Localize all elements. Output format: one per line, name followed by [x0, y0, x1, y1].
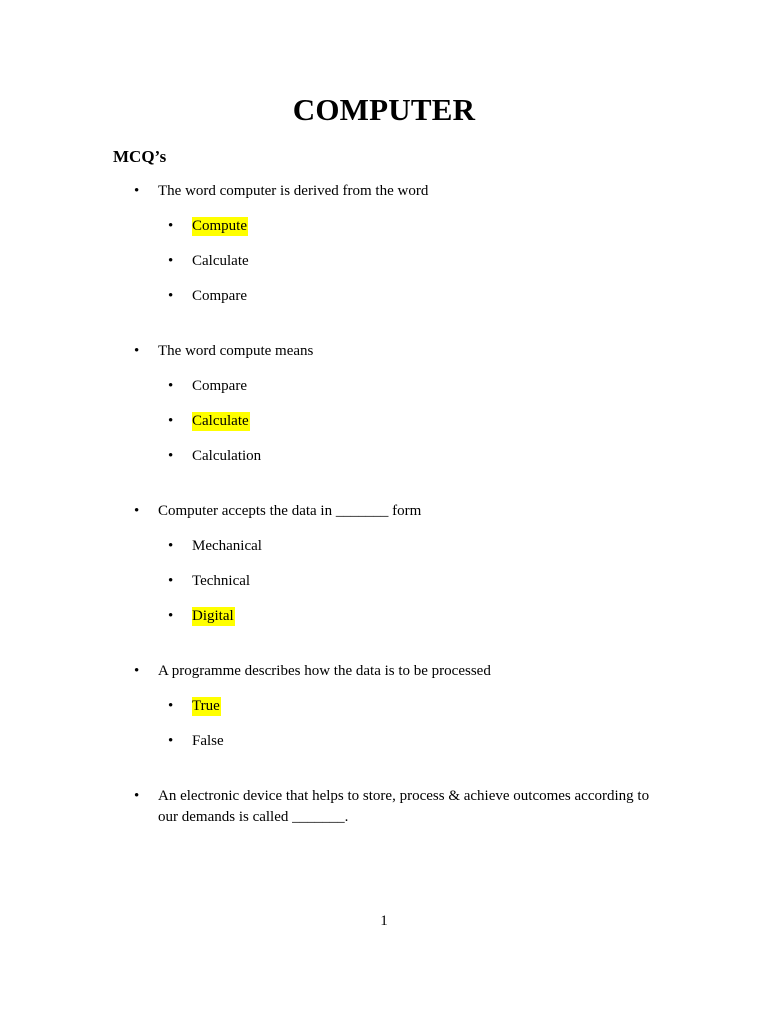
option-label: Calculation [192, 448, 262, 464]
option-item [0, 571, 768, 592]
highlighted-answer: Compute [192, 218, 247, 234]
question-item [0, 661, 768, 752]
question-label: Computer accepts the data in _______ form [158, 503, 422, 519]
question-item [0, 501, 768, 627]
bullet-icon: • [134, 503, 140, 519]
page-title: COMPUTER [292, 92, 476, 127]
question-text [0, 501, 768, 522]
question-label: An electronic device that helps to store, process & achieve outcomes according to our demands is called _______. [158, 788, 650, 825]
bullet-icon: • [168, 413, 174, 429]
bullet-icon: • [168, 538, 174, 554]
bullet-icon: • [134, 788, 140, 804]
section-heading: MCQ’s [113, 147, 167, 166]
bullet-icon: • [134, 183, 140, 199]
option-item [0, 536, 768, 557]
bullet-icon: • [168, 608, 174, 624]
option-label: Mechanical [192, 538, 262, 554]
question-list [0, 181, 768, 862]
bullet-icon: • [134, 663, 140, 679]
bullet-icon: • [168, 573, 174, 589]
bullet-icon: • [168, 733, 174, 749]
option-label: False [192, 733, 224, 749]
question-text [0, 661, 768, 682]
bullet-icon: • [168, 448, 174, 464]
bullet-icon: • [168, 698, 174, 714]
bullet-icon: • [168, 253, 174, 269]
question-label: The word computer is derived from the word [158, 183, 429, 199]
question-text [0, 341, 768, 362]
question-text [0, 181, 768, 202]
option-item [0, 251, 768, 272]
option-list [0, 216, 768, 307]
option-item [0, 286, 768, 307]
option-item-correct [0, 216, 768, 237]
option-label: Calculate [192, 253, 249, 269]
bullet-icon: • [168, 378, 174, 394]
option-list [0, 696, 768, 752]
option-item-correct [0, 696, 768, 717]
option-item-correct [0, 606, 768, 627]
option-item-correct [0, 411, 768, 432]
bullet-icon: • [134, 343, 140, 359]
highlighted-answer: True [192, 698, 220, 714]
bullet-icon: • [168, 218, 174, 234]
option-label: Technical [192, 573, 251, 589]
question-text [0, 786, 768, 828]
page-number: 1 [380, 913, 388, 929]
highlighted-answer: Calculate [192, 413, 249, 429]
question-label: A programme describes how the data is to be processed [158, 663, 491, 679]
question-label: The word compute means [158, 343, 314, 359]
option-item [0, 731, 768, 752]
highlighted-answer: Digital [192, 608, 234, 624]
option-label: Compare [192, 288, 247, 304]
option-item [0, 446, 768, 467]
option-list [0, 376, 768, 467]
option-list [0, 536, 768, 627]
question-item [0, 181, 768, 307]
option-label: Compare [192, 378, 247, 394]
question-item [0, 341, 768, 467]
option-item [0, 376, 768, 397]
bullet-icon: • [168, 288, 174, 304]
question-item [0, 786, 768, 828]
